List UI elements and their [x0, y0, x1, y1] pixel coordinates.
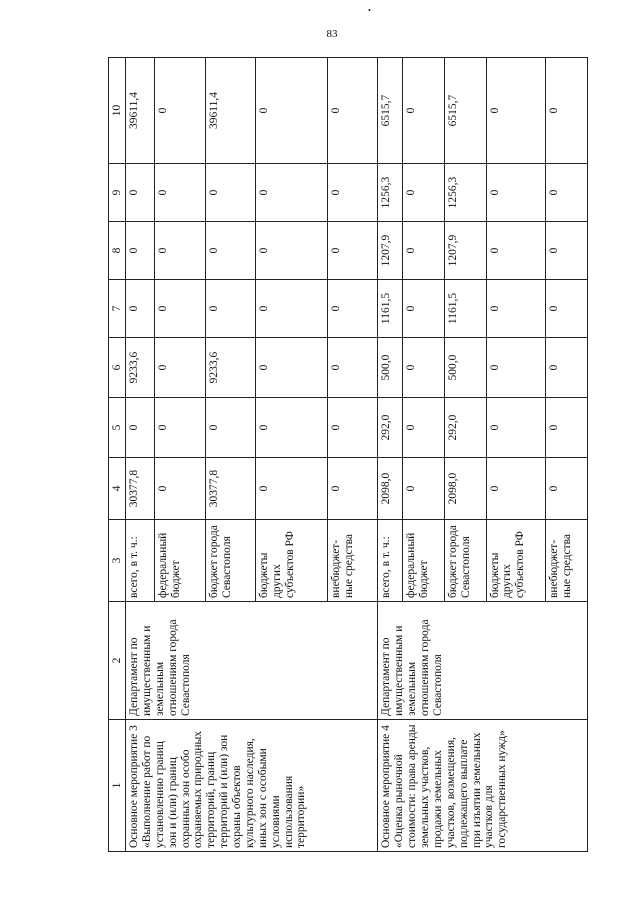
value-cell: 0 [402, 58, 444, 164]
header-cell: 1 [109, 720, 126, 852]
source-cell: бюджет города Севастополя [205, 520, 255, 602]
value-cell: 0 [402, 280, 444, 338]
source-cell: федеральный бюджет [155, 520, 205, 602]
executor-cell: Департамент по имущественным и земельным отношениям города Севастополя [378, 602, 588, 720]
value-cell: 0 [546, 338, 588, 398]
value-cell: 0 [155, 280, 205, 338]
value-cell: 0 [546, 164, 588, 222]
header-cell: 4 [109, 458, 126, 520]
value-cell: 39611,4 [126, 58, 155, 164]
value-cell: 0 [546, 280, 588, 338]
value-cell: 0 [402, 338, 444, 398]
source-cell: внебюджет-ные средства [327, 520, 378, 602]
value-cell: 0 [546, 222, 588, 280]
value-cell: 0 [327, 398, 378, 458]
header-cell: 3 [109, 520, 126, 602]
value-cell: 0 [155, 222, 205, 280]
activity-cell: Основное мероприятие 4 «Оценка рыночной стоимости: права аренды земельных участков, продажи земельных участков, возмещения, подлежащего выплате при изъятии земельных участков для государственных нужд» [378, 720, 588, 852]
value-cell: 0 [546, 58, 588, 164]
header-cell: 6 [109, 338, 126, 398]
source-cell: федеральный бюджет [402, 520, 444, 602]
value-cell: 0 [486, 164, 545, 222]
header-cell: 5 [109, 398, 126, 458]
value-cell: 0 [486, 338, 545, 398]
value-cell: 6515,7 [378, 58, 402, 164]
value-cell: 9233,6 [126, 338, 155, 398]
value-cell: 0 [256, 58, 328, 164]
value-cell: 1161,5 [444, 280, 486, 338]
value-cell: 0 [256, 398, 328, 458]
value-cell: 292,0 [444, 398, 486, 458]
scan-dot: • [368, 6, 371, 15]
value-cell: 0 [327, 338, 378, 398]
rotated-table-wrapper [108, 58, 588, 852]
value-cell: 0 [155, 458, 205, 520]
value-cell: 1207,9 [378, 222, 402, 280]
value-cell: 0 [126, 222, 155, 280]
value-cell: 2098,0 [378, 458, 402, 520]
value-cell: 0 [205, 222, 255, 280]
value-cell: 0 [205, 398, 255, 458]
header-cell: 8 [109, 222, 126, 280]
table-row [378, 58, 402, 852]
value-cell: 500,0 [378, 338, 402, 398]
value-cell: 0 [327, 164, 378, 222]
source-cell: бюджеты других субъектов РФ [256, 520, 328, 602]
source-cell: бюджеты других субъектов РФ [486, 520, 545, 602]
value-cell: 1207,9 [444, 222, 486, 280]
value-cell: 30377,8 [205, 458, 255, 520]
value-cell: 0 [402, 222, 444, 280]
value-cell: 0 [256, 280, 328, 338]
value-cell: 0 [486, 222, 545, 280]
header-cell: 10 [109, 58, 126, 164]
source-cell: всего, в т. ч.: [378, 520, 402, 602]
source-cell: внебюджет-ные средства [546, 520, 588, 602]
value-cell: 0 [327, 58, 378, 164]
header-row [109, 58, 126, 852]
value-cell: 0 [256, 458, 328, 520]
value-cell: 0 [155, 164, 205, 222]
value-cell: 0 [486, 398, 545, 458]
value-cell: 500,0 [444, 338, 486, 398]
value-cell: 6515,7 [444, 58, 486, 164]
value-cell: 0 [256, 222, 328, 280]
value-cell: 0 [155, 398, 205, 458]
value-cell: 2098,0 [444, 458, 486, 520]
value-cell: 0 [126, 164, 155, 222]
value-cell: 0 [155, 338, 205, 398]
value-cell: 0 [126, 280, 155, 338]
value-cell: 0 [546, 398, 588, 458]
table-row [126, 58, 155, 852]
activity-cell: Основное мероприятие 3 «Выполнение работ по установлению границ зон и (или) границ охранных зон особо охраняемых природных территорий, границ территорий и (или) зон охраны объектов культурного наследия, иных зон с особыми условиями использования территории» [126, 720, 378, 852]
header-cell: 9 [109, 164, 126, 222]
value-cell: 1256,3 [378, 164, 402, 222]
page-number: 83 [326, 28, 338, 40]
value-cell: 0 [126, 398, 155, 458]
value-cell: 0 [205, 164, 255, 222]
header-cell: 7 [109, 280, 126, 338]
value-cell: 0 [327, 280, 378, 338]
value-cell: 0 [402, 458, 444, 520]
value-cell: 9233,6 [205, 338, 255, 398]
value-cell: 0 [256, 338, 328, 398]
executor-cell: Департамент по имущественным и земельным отношениям города Севастополя [126, 602, 378, 720]
value-cell: 1256,3 [444, 164, 486, 222]
value-cell: 0 [402, 164, 444, 222]
value-cell: 0 [486, 58, 545, 164]
value-cell: 292,0 [378, 398, 402, 458]
value-cell: 0 [327, 458, 378, 520]
value-cell: 0 [205, 280, 255, 338]
budget-table [108, 57, 588, 852]
value-cell: 0 [402, 398, 444, 458]
value-cell: 0 [327, 222, 378, 280]
source-cell: бюджет города Севастополя [444, 520, 486, 602]
value-cell: 0 [486, 280, 545, 338]
header-cell: 2 [109, 602, 126, 720]
source-cell: всего, в т. ч.: [126, 520, 155, 602]
value-cell: 0 [155, 58, 205, 164]
value-cell: 0 [256, 164, 328, 222]
value-cell: 0 [486, 458, 545, 520]
value-cell: 30377,8 [126, 458, 155, 520]
value-cell: 0 [546, 458, 588, 520]
value-cell: 1161,5 [378, 280, 402, 338]
value-cell: 39611,4 [205, 58, 255, 164]
